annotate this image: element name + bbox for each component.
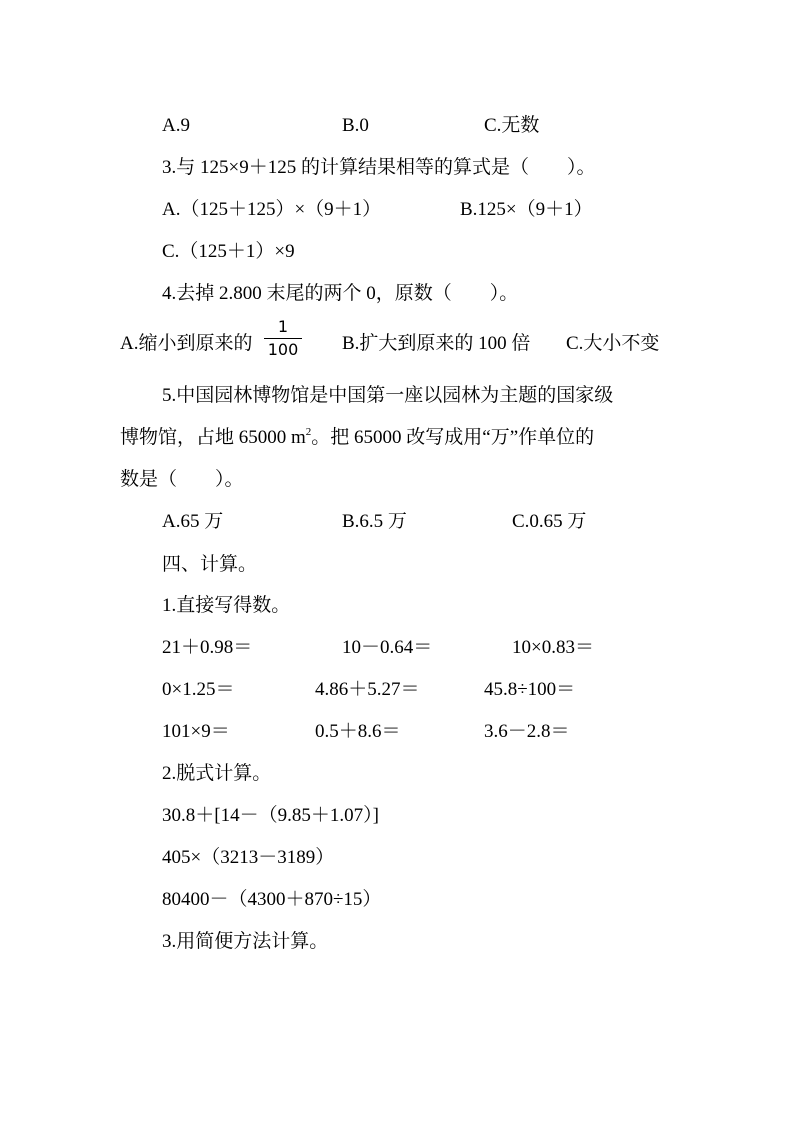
q3-option-c: C.（125＋1）×9 [162, 241, 295, 262]
fraction-bar [264, 338, 302, 339]
expression-item: 405×（3213－3189） [162, 847, 335, 868]
q3-stem: 3.与 125×9＋125 的计算结果相等的算式是（ ）。 [162, 157, 596, 178]
q2-option-a: A.9 [162, 115, 190, 136]
calc-item: 3.6－2.8＝ [484, 721, 570, 742]
q4-option-c: C.大小不变 [566, 333, 660, 354]
q5-line-3: 数是（ ）。 [120, 469, 244, 490]
q4-option-a-fraction [264, 318, 302, 359]
expression-item: 30.8＋[14－（9.85＋1.07）] [162, 805, 379, 826]
q3-option-a: A.（125＋125）×（9＋1） [162, 199, 382, 220]
calc-item: 4.86＋5.27＝ [315, 679, 420, 700]
calc-item: 45.8÷100＝ [484, 679, 576, 700]
fraction-numerator: 1 [277, 317, 289, 336]
q5-option-b: B.6.5 万 [342, 511, 407, 532]
q2-option-c: C.无数 [484, 115, 540, 136]
q5-line-2-b: 。把 65000 改写成用“万”作单位的 [311, 427, 595, 448]
calc-item: 10×0.83＝ [512, 637, 594, 658]
part-1-title: 1.直接写得数。 [162, 595, 291, 616]
section-title: 四、计算。 [162, 553, 258, 575]
calc-item: 101×9＝ [162, 721, 230, 742]
q4-option-a: A.缩小到原来的 [120, 333, 253, 354]
q5-option-c: C.0.65 万 [512, 511, 587, 532]
calc-item: 10－0.64＝ [342, 637, 433, 658]
q2-option-b: B.0 [342, 115, 369, 136]
q5-line-2-a: 博物馆，占地 65000 m [120, 427, 306, 448]
part-3-title: 3.用简便方法计算。 [162, 931, 329, 952]
q5-unit-exponent: 2 [305, 426, 312, 438]
q4-option-b: B.扩大到原来的 100 倍 [342, 333, 531, 354]
calc-item: 0.5＋8.6＝ [315, 721, 401, 742]
q5-line-1: 5.中国园林博物馆是中国第一座以园林为主题的国家级 [162, 385, 614, 406]
fraction-denominator: 100 [267, 340, 299, 359]
part-2-title: 2.脱式计算。 [162, 763, 272, 784]
calc-item: 21＋0.98＝ [162, 637, 253, 658]
q3-option-b: B.125×（9＋1） [460, 199, 593, 220]
calc-item: 0×1.25＝ [162, 679, 235, 700]
q5-line-2 [120, 426, 594, 450]
q5-option-a: A.65 万 [162, 511, 224, 532]
q4-stem: 4.去掉 2.800 末尾的两个 0，原数（ ）。 [162, 283, 519, 304]
expression-item: 80400－（4300＋870÷15） [162, 889, 382, 910]
